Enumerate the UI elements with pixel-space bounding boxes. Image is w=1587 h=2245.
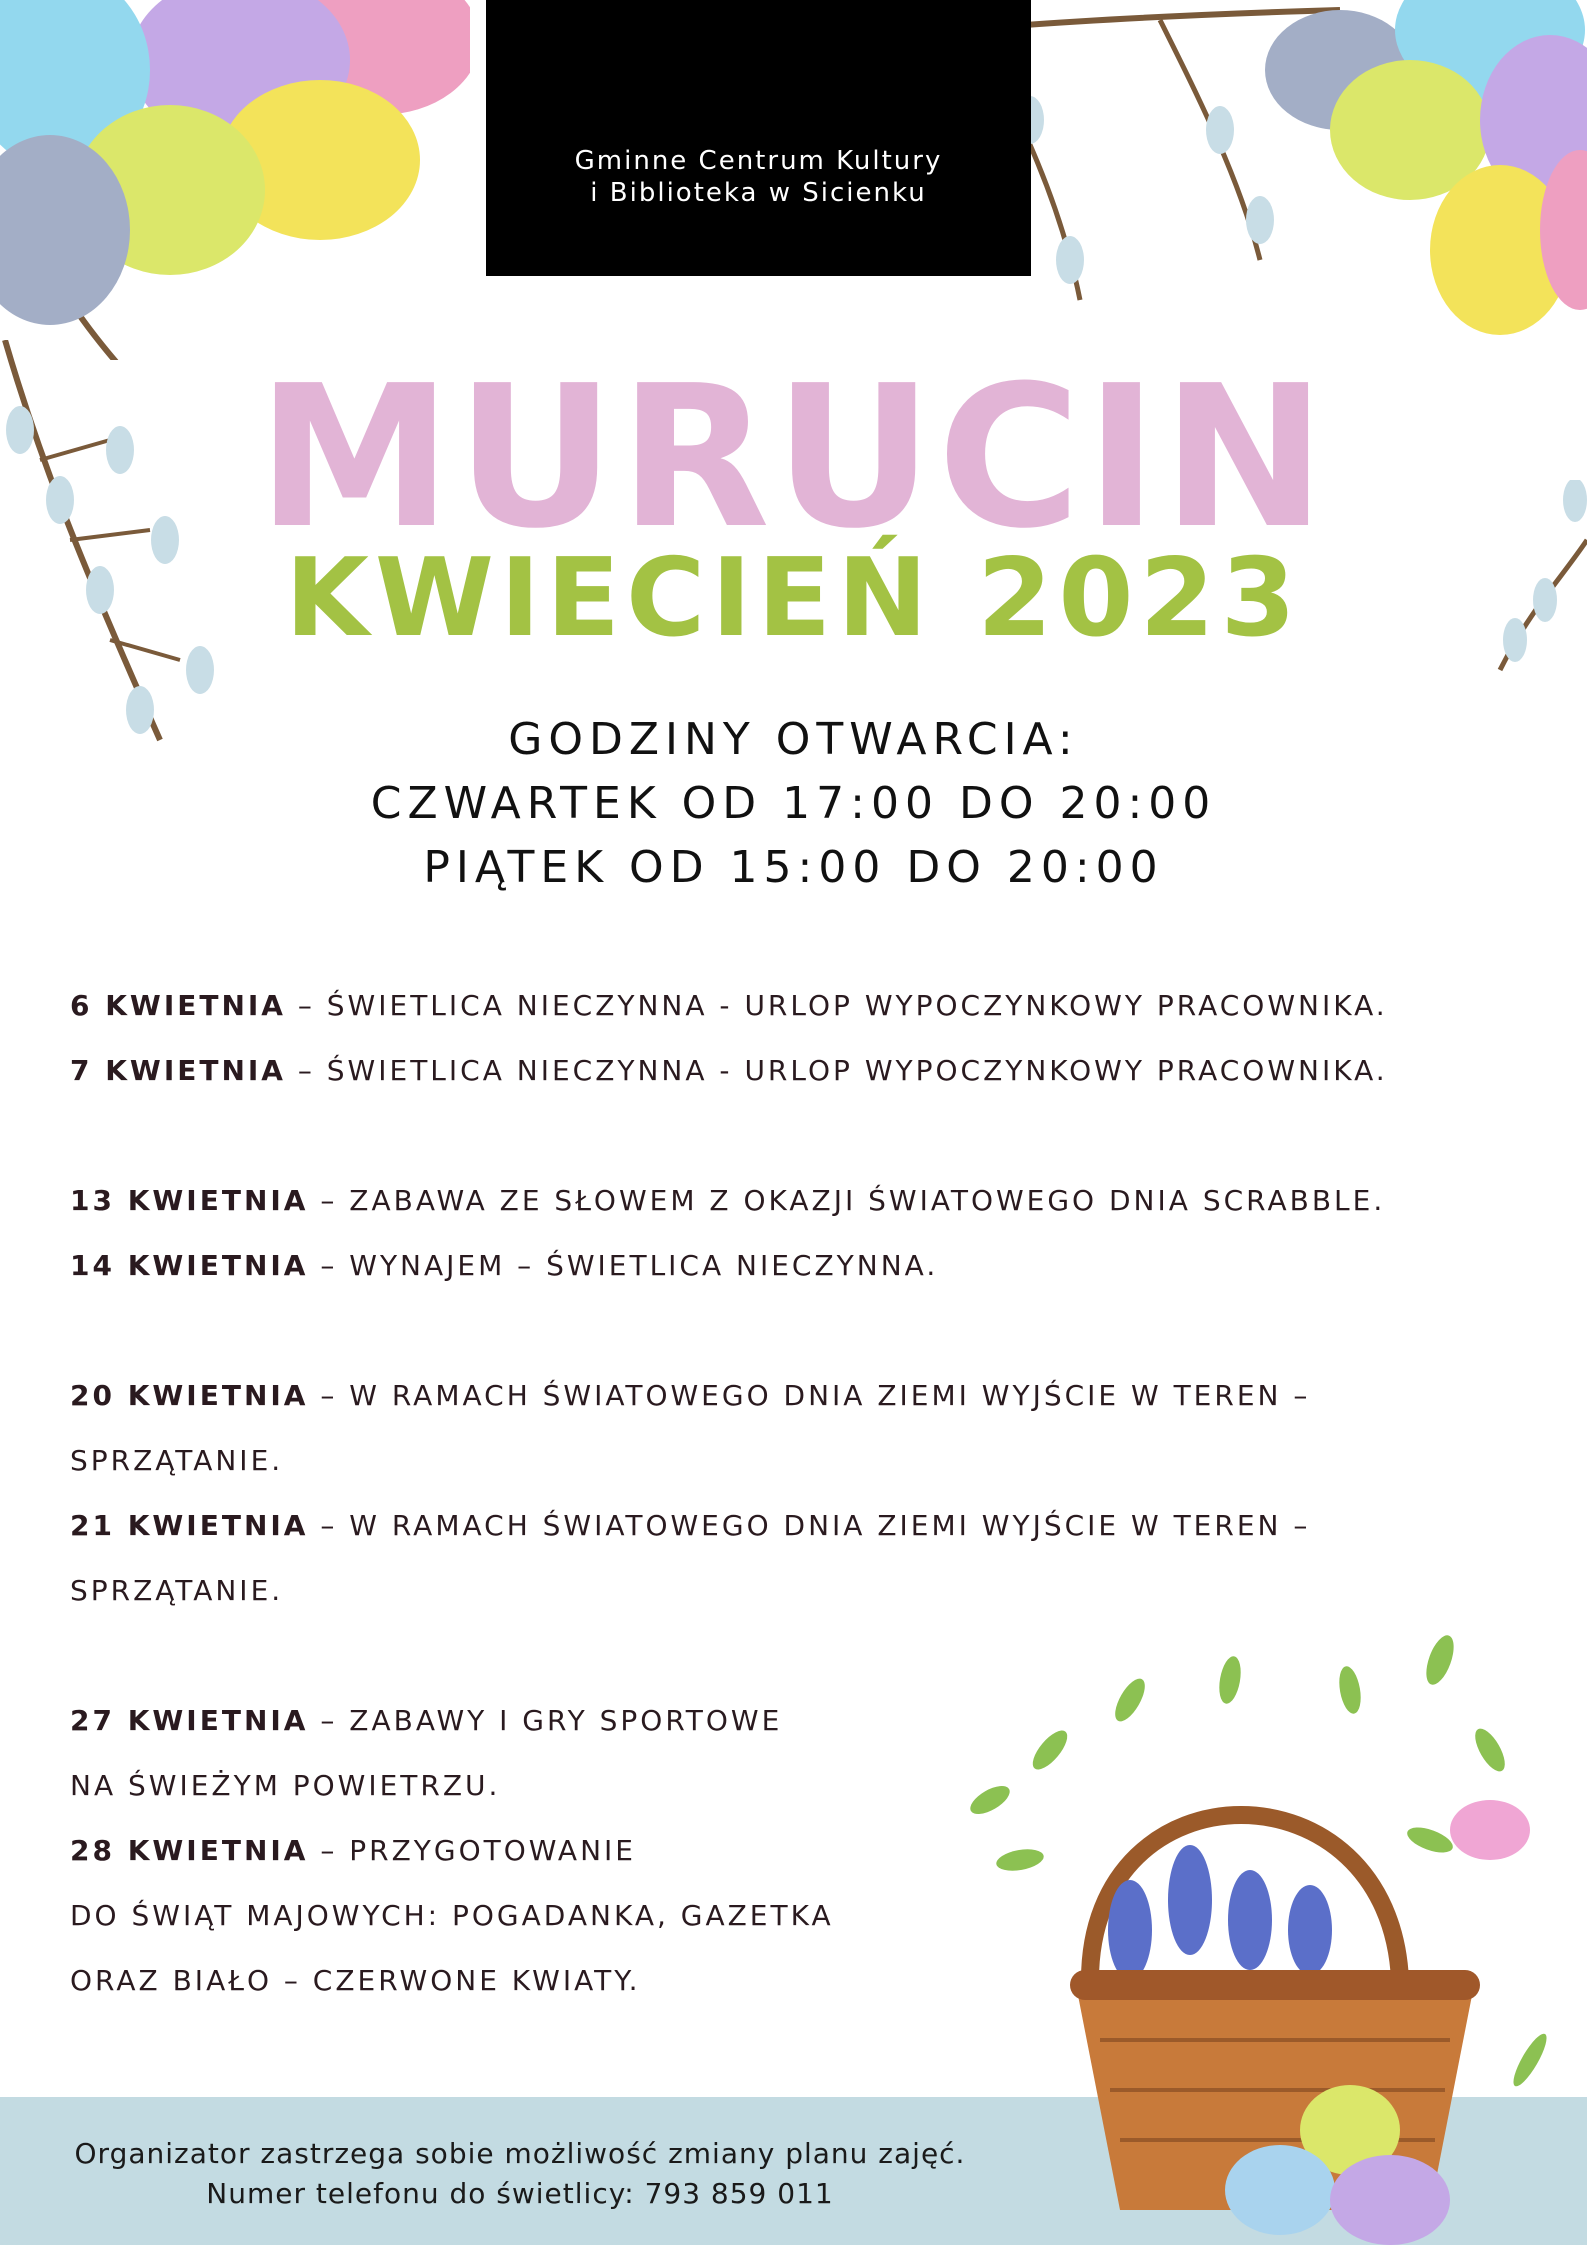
event-item [70, 989, 1388, 1022]
event-item [70, 1704, 783, 1737]
event-date: 13 KWIETNIA [70, 1184, 309, 1217]
event-text: – ZABAWA ZE SŁOWEM Z OKAZJI ŚWIATOWEGO DNIA SCRABBLE. [308, 1184, 1386, 1217]
organizer-box [486, 0, 1031, 276]
event-item [70, 1834, 636, 1867]
event-continuation: ORAZ BIAŁO – CZERWONE KWIATY. [70, 1964, 641, 1997]
event-text: – WYNAJEM – ŚWIETLICA NIECZYNNA. [308, 1249, 939, 1282]
event-date: 27 KWIETNIA [70, 1704, 309, 1737]
event-date: 14 KWIETNIA [70, 1249, 309, 1282]
event-item [70, 1249, 939, 1282]
event-date: 21 KWIETNIA [70, 1509, 309, 1542]
event-continuation: SPRZĄTANIE. [70, 1574, 284, 1607]
event-item [70, 1054, 1388, 1087]
event-text: – ŚWIETLICA NIECZYNNA - URLOP WYPOCZYNKOWY PRACOWNIKA. [285, 1054, 1388, 1087]
event-date: 6 KWIETNIA [70, 989, 286, 1022]
event-text: – W RAMACH ŚWIATOWEGO DNIA ZIEMI WYJŚCIE W TEREN – [308, 1509, 1311, 1542]
event-text: – ZABAWY I GRY SPORTOWE [308, 1704, 783, 1737]
event-text: – W RAMACH ŚWIATOWEGO DNIA ZIEMI WYJŚCIE W TEREN – [308, 1379, 1311, 1412]
footer-phone: Numer telefonu do świetlicy: 793 859 011 [206, 2177, 834, 2210]
footer-disclaimer: Organizator zastrzega sobie możliwość zmiany planu zajęć. [74, 2137, 966, 2170]
event-item [70, 1379, 1311, 1412]
opening-hours-heading: GODZINY OTWARCIA: [508, 714, 1079, 765]
page-title: MURUCIN [256, 344, 1331, 572]
event-date: 28 KWIETNIA [70, 1834, 309, 1867]
easter-eggs-top-right-illustration [1260, 0, 1587, 340]
easter-basket-illustration [930, 1600, 1587, 2245]
event-text: – ŚWIETLICA NIECZYNNA - URLOP WYPOCZYNKOWY PRACOWNIKA. [285, 989, 1388, 1022]
event-item [70, 1184, 1386, 1217]
event-date: 20 KWIETNIA [70, 1379, 309, 1412]
easter-eggs-top-left-illustration [0, 0, 470, 360]
event-continuation: NA ŚWIEŻYM POWIETRZU. [70, 1769, 501, 1802]
event-continuation: SPRZĄTANIE. [70, 1444, 284, 1477]
organizer-line-1: Gminne Centrum Kultury [574, 146, 943, 176]
event-date: 7 KWIETNIA [70, 1054, 286, 1087]
page-subtitle: KWIECIEŃ 2023 [285, 536, 1302, 661]
organizer-line-2: i Biblioteka w Sicienku [590, 178, 927, 208]
event-text: – PRZYGOTOWANIE [308, 1834, 636, 1867]
event-continuation: DO ŚWIĄT MAJOWYCH: POGADANKA, GAZETKA [70, 1899, 834, 1932]
opening-hours-thursday: CZWARTEK OD 17:00 DO 20:00 [370, 778, 1217, 829]
opening-hours-friday: PIĄTEK OD 15:00 DO 20:00 [423, 842, 1164, 893]
event-item [70, 1509, 1311, 1542]
